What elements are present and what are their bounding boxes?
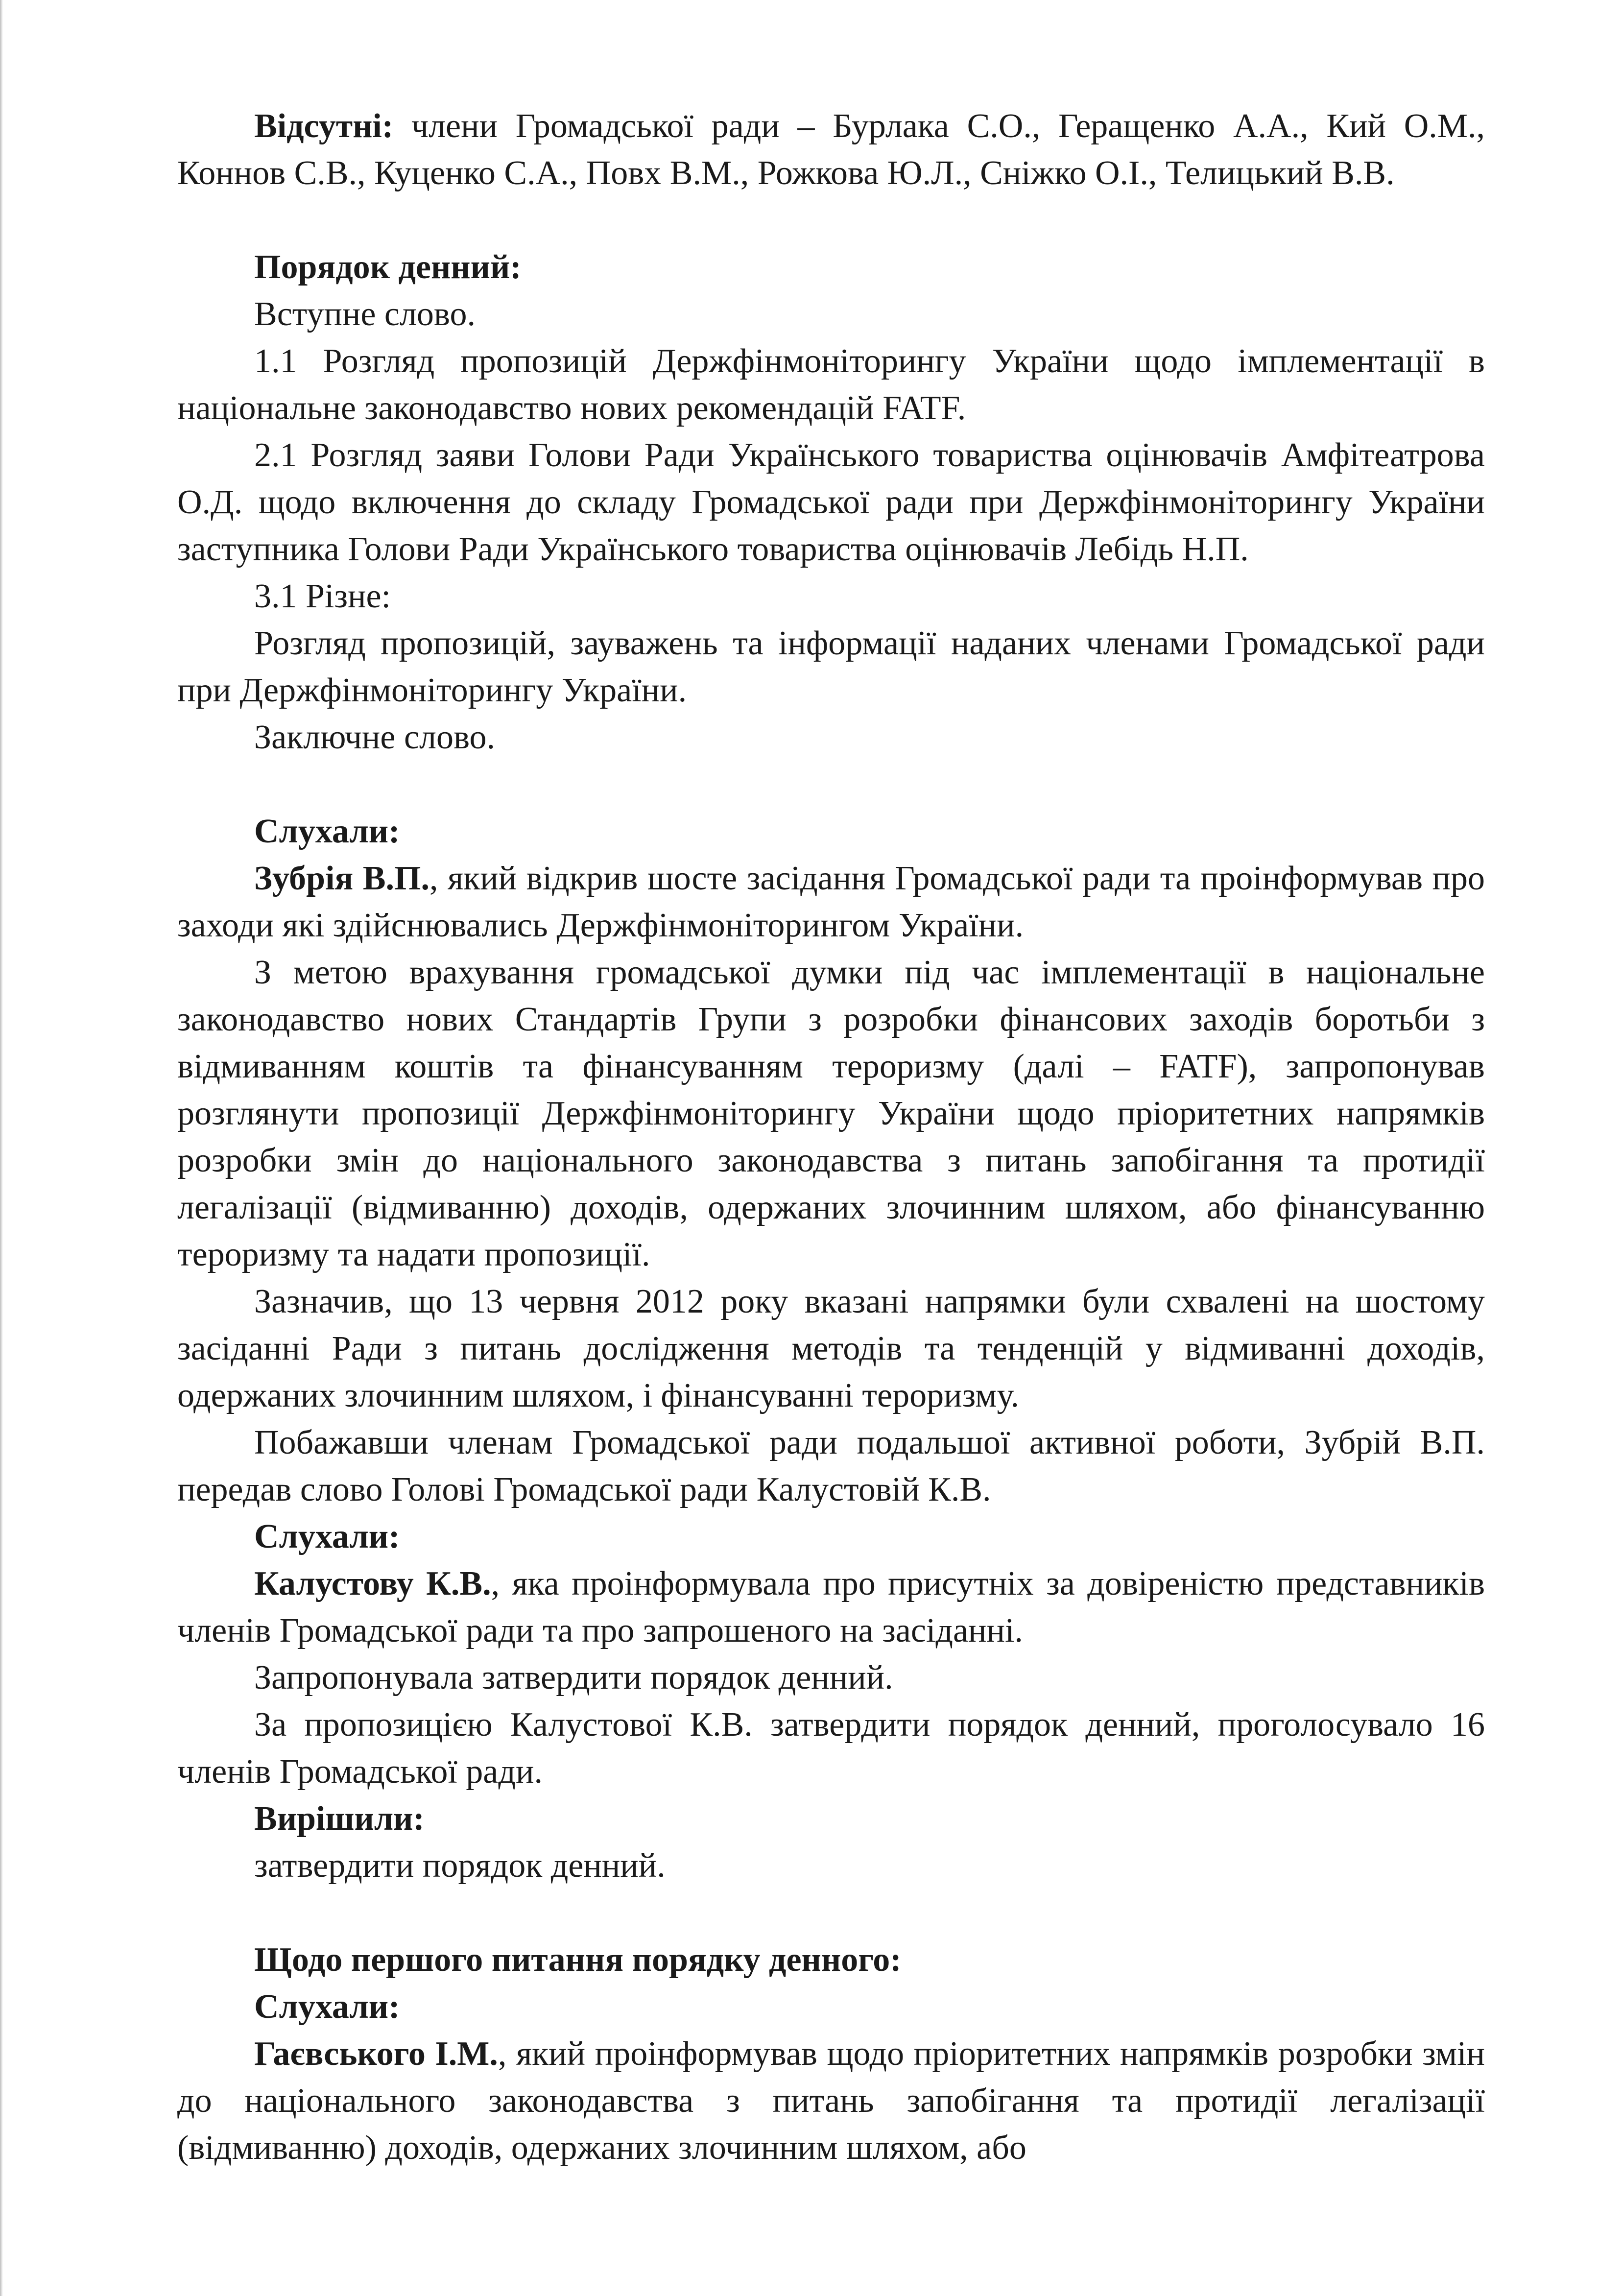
first-item-hearing-heading: Слухали: (254, 1988, 400, 2026)
absent-paragraph (177, 103, 1485, 197)
decision-text: затвердити порядок денний. (254, 1847, 666, 1885)
hearing-2-heading: Слухали: (254, 1518, 400, 1555)
hearing-1-speaker-paragraph (177, 855, 1485, 949)
first-item-text: , який проінформував щодо пріоритетних напрямків розробки змін до національного законодавства з питань запобігання та протидії легалізації (відмиванню) доходів, одержаних злочинним шляхом, або (177, 2035, 1485, 2167)
absent-text: члени Громадської ради – Бурлака С.О., Геращенко А.А., Кий О.М., Коннов С.В., Куценко С.А., Повх В.М., Рожкова Ю.Л., Сніжко О.І., Телицький В.В. (177, 107, 1485, 192)
first-item-heading: Щодо першого питання порядку денного: (254, 1941, 902, 1979)
spacer (177, 761, 1485, 808)
hearing-1-paragraph-1: З метою врахування громадської думки під час імплементації в національне законодавство нових Стандартів Групи з розробки фінансових заходів боротьби з відмиванням коштів та фінансуванням тероризму (далі – FATF), запропонував розглянути пропозиції Держфінмоніторингу України щодо пріоритетних напрямків розробки змін до національного законодавства з питань запобігання та протидії легалізації (відмиванню) доходів, одержаних злочинним шляхом, або фінансуванню тероризму та надати пропозиції. (177, 954, 1485, 1273)
hearing-1-paragraph-3: Побажавши членам Громадської ради подальшої активної роботи, Зубрій В.П. передав слово Голові Громадської ради Калустовій К.В. (177, 1424, 1485, 1508)
agenda-closing: Заключне слово. (254, 718, 496, 756)
hearing-2-text: , яка проінформувала про присутніх за довіреністю представників членів Громадської ради та про запрошеного на засіданні. (177, 1565, 1485, 1650)
hearing-1-speaker: Зубрія В.П. (254, 860, 429, 897)
agenda-item-3: 3.1 Різне: (254, 577, 391, 615)
hearing-1-paragraph-2: Зазначив, що 13 червня 2012 року вказані напрямки були схвалені на шостому засіданні Ради з питань дослідження методів та тенденцій у відмиванні доходів, одержаних злочинним шляхом, і фінансуванні тероризму. (177, 1283, 1485, 1414)
hearing-2-speaker-paragraph (177, 1560, 1485, 1654)
document-body (177, 103, 1485, 2172)
agenda-heading: Порядок денний: (254, 248, 522, 286)
decision-heading: Вирішили: (254, 1800, 425, 1838)
agenda-item-2: 2.1 Розгляд заяви Голови Ради Українського товариства оцінювачів Амфітеатрова О.Д. щодо включення до складу Громадської ради при Держфінмоніторингу України заступника Голови Ради Українського товариства оцінювачів Лебідь Н.П. (177, 436, 1485, 568)
spacer (177, 1889, 1485, 1937)
hearing-1-heading: Слухали: (254, 813, 400, 850)
hearing-1-text: , який відкрив шосте засідання Громадської ради та проінформував про заходи які здійснювались Держфінмоніторингом України. (177, 860, 1485, 944)
agenda-intro: Вступне слово. (254, 295, 476, 333)
scan-edge-shadow (0, 0, 3, 2296)
hearing-2-speaker: Калустову К.В. (254, 1565, 491, 1602)
agenda-item-1: 1.1 Розгляд пропозицій Держфінмоніторингу України щодо імплементації в національне законодавство нових рекомендацій FATF. (177, 342, 1485, 427)
agenda-item-3-text: Розгляд пропозицій, зауважень та інформації наданих членами Громадської ради при Держфінмоніторингу України. (177, 624, 1485, 709)
first-item-speaker-paragraph (177, 2031, 1485, 2172)
absent-label: Відсутні: (254, 107, 394, 145)
spacer (177, 197, 1485, 244)
hearing-2-paragraph-1: Запропонувала затвердити порядок денний. (254, 1659, 893, 1697)
first-item-speaker: Гаєвського І.М. (254, 2035, 498, 2073)
hearing-2-paragraph-2: За пропозицією Калустової К.В. затвердити порядок денний, проголосувало 16 членів Громадської ради. (177, 1706, 1485, 1791)
